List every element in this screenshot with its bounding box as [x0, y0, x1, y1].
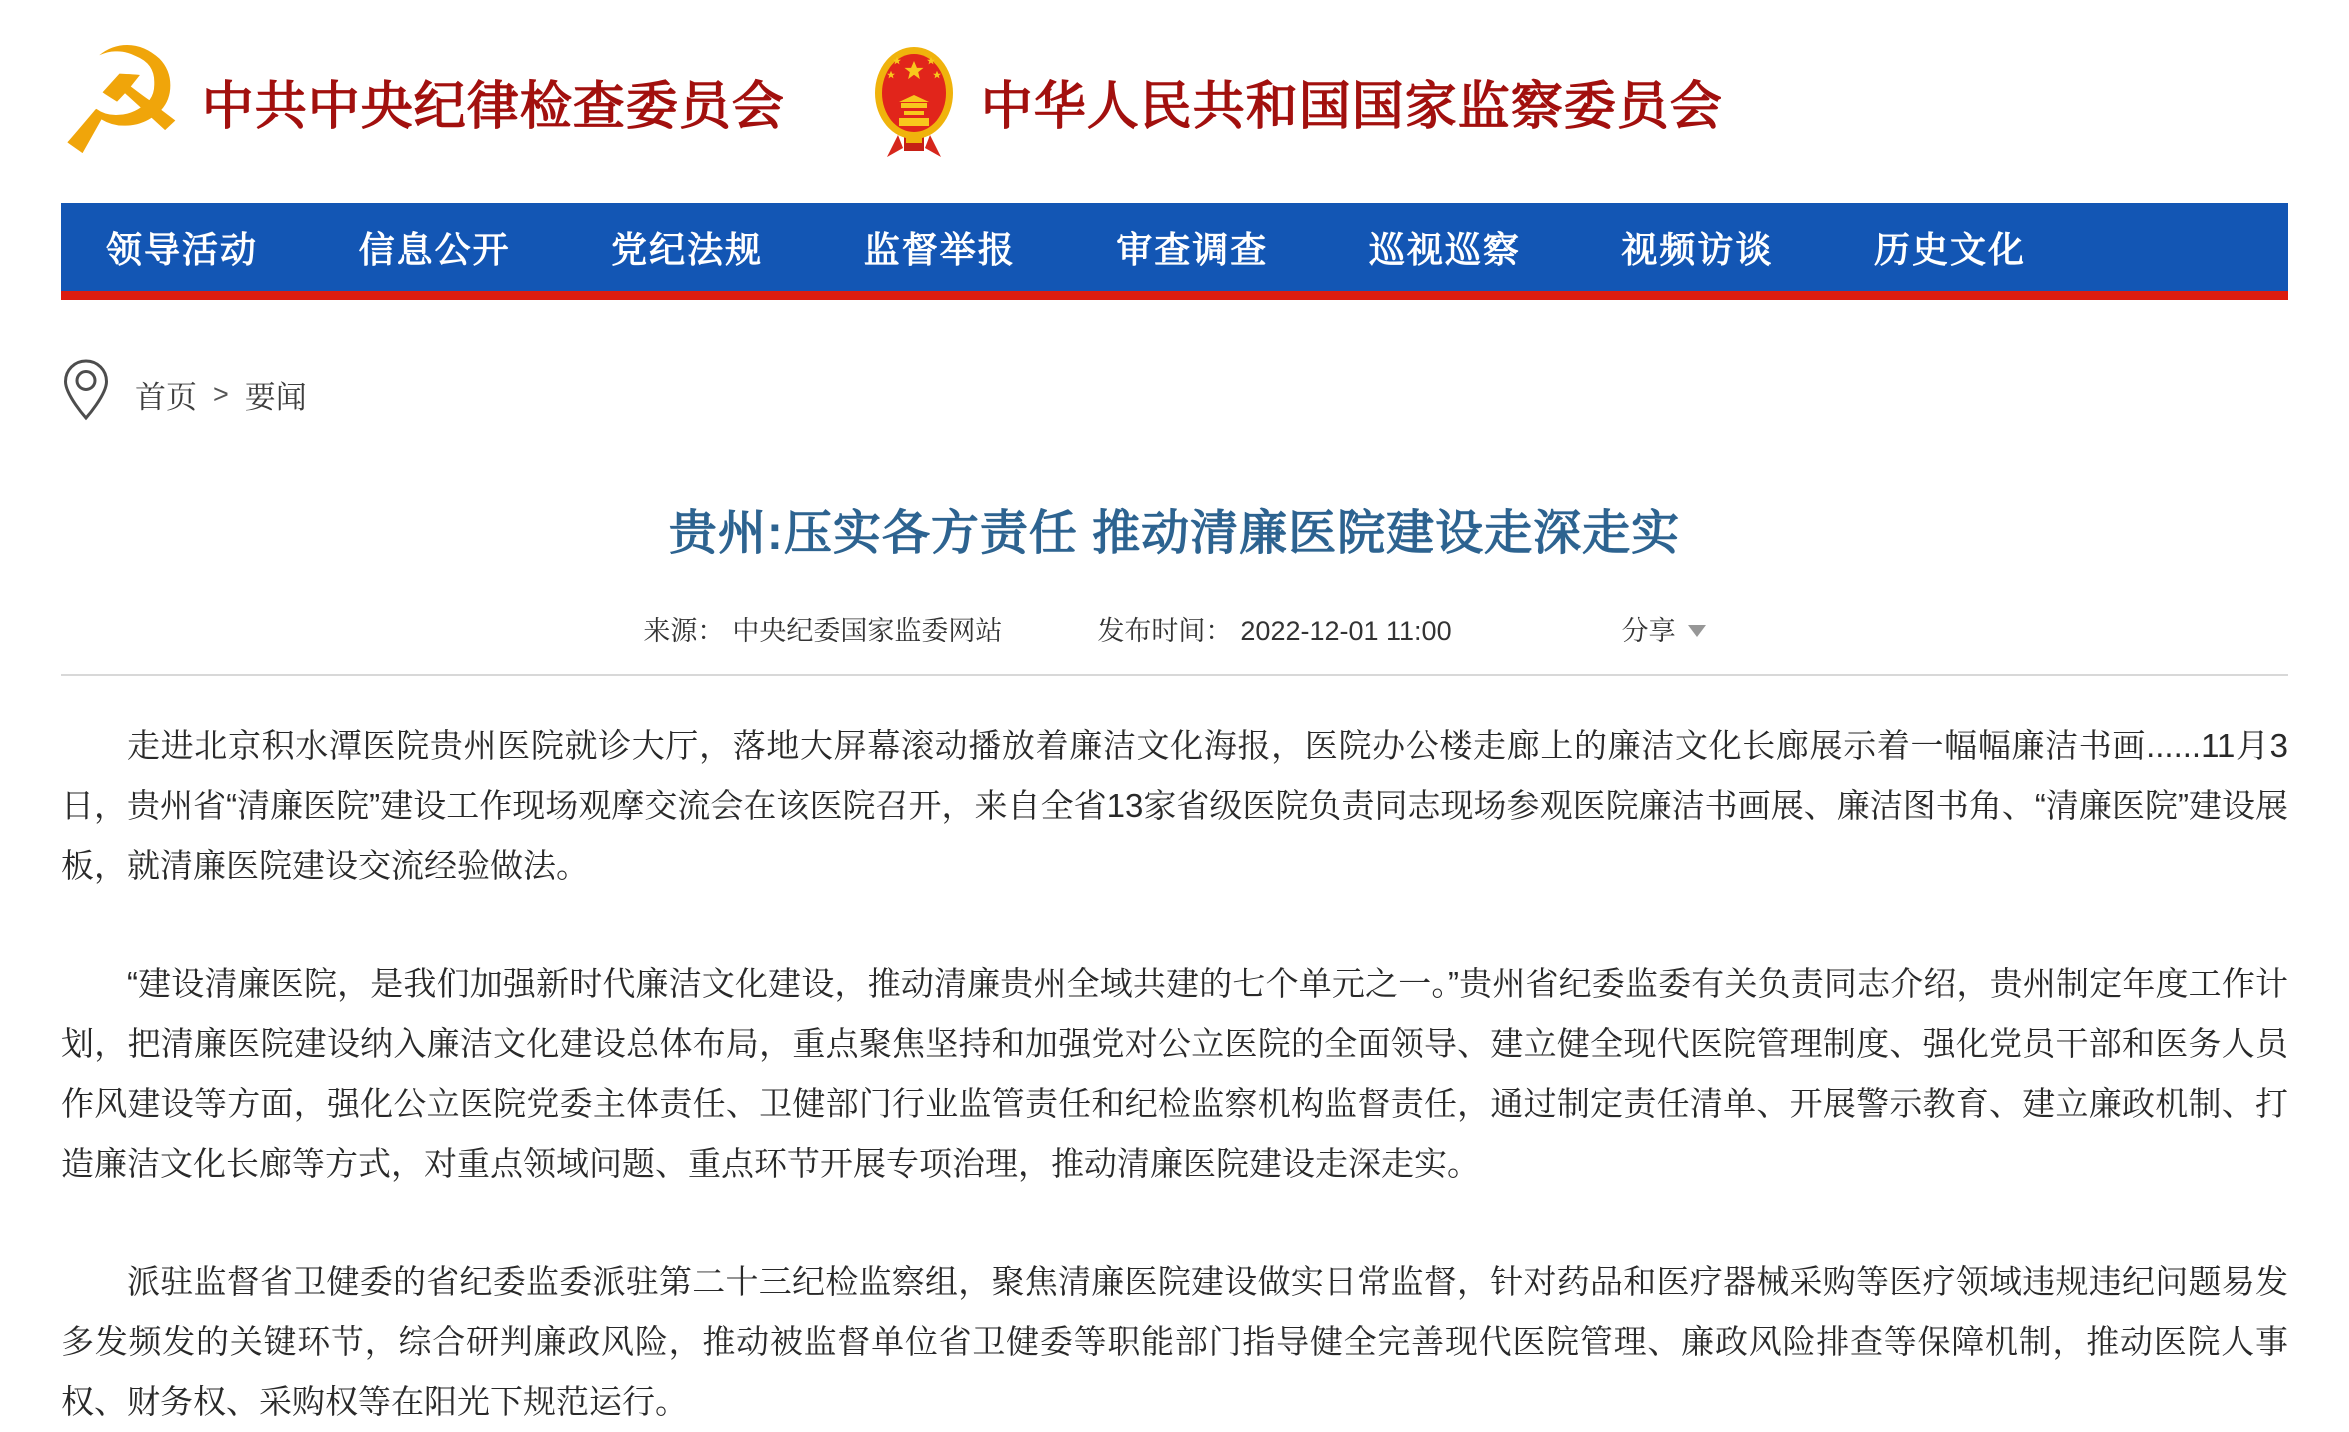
article-paragraph-1: 走进北京积水潭医院贵州医院就诊大厅，落地大屏幕滚动播放着廉洁文化海报，医院办公楼走廊上的廉洁文化长廊展示着一幅幅廉洁书画......11月3日，贵州省“清廉医院”建设工作现场观摩交流会在该医院召开，来自全省13家省级医院负责同志现场参观医院廉洁书画展、廉洁图书角、“清廉医院”建设展板，就清廉医院建设交流经验做法。: [61, 727, 2288, 884]
ccdi-org-title: 中共中央纪律检查委员会: [201, 79, 785, 136]
article-paragraph-3: 派驻监督省卫健委的省纪委监委派驻第二十三纪检监察组，聚焦清廉医院建设做实日常监督，针对药品和医疗器械采购等医疗领域违规违纪问题易发多发频发的关键环节，综合研判廉政风险，推动被监督单位省卫健委等职能部门指导健全完善现代医院管理、廉政风险排查等保障机制，推动医院人事权、财务权、采购权等在阳光下规范运行。: [61, 1263, 2288, 1420]
nav-item-review-investigation[interactable]: 审查调查: [1116, 228, 1269, 270]
breadcrumb-separator: >: [213, 378, 229, 409]
national-emblem-icon: [873, 45, 955, 159]
article-publish-time: [1097, 609, 1451, 648]
site-header: [0, 0, 2349, 203]
party-emblem-icon: ☭: [55, 15, 188, 188]
nav-item-information-disclosure[interactable]: 信息公开: [358, 228, 511, 270]
breadcrumb: [61, 358, 2288, 430]
source-value: 中央纪委国家监委网站: [732, 616, 1003, 646]
nav-item-supervision-reporting[interactable]: 监督举报: [863, 228, 1016, 270]
nav-item-video-interviews[interactable]: 视频访谈: [1621, 228, 1774, 270]
nav-item-party-discipline-regulations[interactable]: 党纪法规: [611, 228, 764, 270]
article-body: [61, 716, 2288, 1432]
main-nav: [61, 203, 2288, 291]
article-source: [643, 609, 1002, 648]
breadcrumb-current-link[interactable]: 要闻: [244, 379, 307, 415]
source-label: 来源：: [643, 616, 725, 646]
nav-item-history-culture[interactable]: 历史文化: [1873, 228, 2026, 270]
article-title: 贵州:压实各方责任 推动清廉医院建设走深走实: [668, 507, 1681, 560]
nav-underline: [61, 291, 2288, 300]
content-container: [61, 358, 2288, 1432]
nsc-logo-group[interactable]: [873, 45, 1723, 159]
nav-item-leadership-activities[interactable]: 领导活动: [106, 228, 259, 270]
ccdi-logo-group[interactable]: [55, 15, 785, 188]
publish-time-value: 2022-12-01 11:00: [1240, 616, 1452, 646]
nav-item-inspection-patrol[interactable]: 巡视巡察: [1368, 228, 1521, 270]
location-pin-icon: [61, 358, 111, 430]
publish-time-label: 发布时间：: [1097, 616, 1233, 646]
share-caret-icon: [1688, 625, 1706, 637]
article-meta: [61, 609, 2288, 648]
nsc-org-title: 中华人民共和国国家监察委员会: [980, 79, 1723, 136]
breadcrumb-home-link[interactable]: 首页: [135, 379, 197, 415]
share-label: 分享: [1621, 616, 1676, 646]
meta-divider: [61, 674, 2288, 676]
share-button[interactable]: [1622, 609, 1706, 648]
article-paragraph-2: “建设清廉医院，是我们加强新时代廉洁文化建设，推动清廉贵州全域共建的七个单元之一。”贵州省纪委监委有关负责同志介绍，贵州制定年度工作计划，把清廉医院建设纳入廉洁文化建设总体布局，重点聚焦坚持和加强党对公立医院的全面领导、建立健全现代医院管理制度、强化党员干部和医务人员作风建设等方面，强化公立医院党委主体责任、卫健部门行业监管责任和纪检监察机构监督责任，通过制定责任清单、开展警示教育、建立廉政机制、打造廉洁文化长廊等方式，对重点领域问题、重点环节开展专项治理，推动清廉医院建设走深走实。: [61, 965, 2288, 1182]
